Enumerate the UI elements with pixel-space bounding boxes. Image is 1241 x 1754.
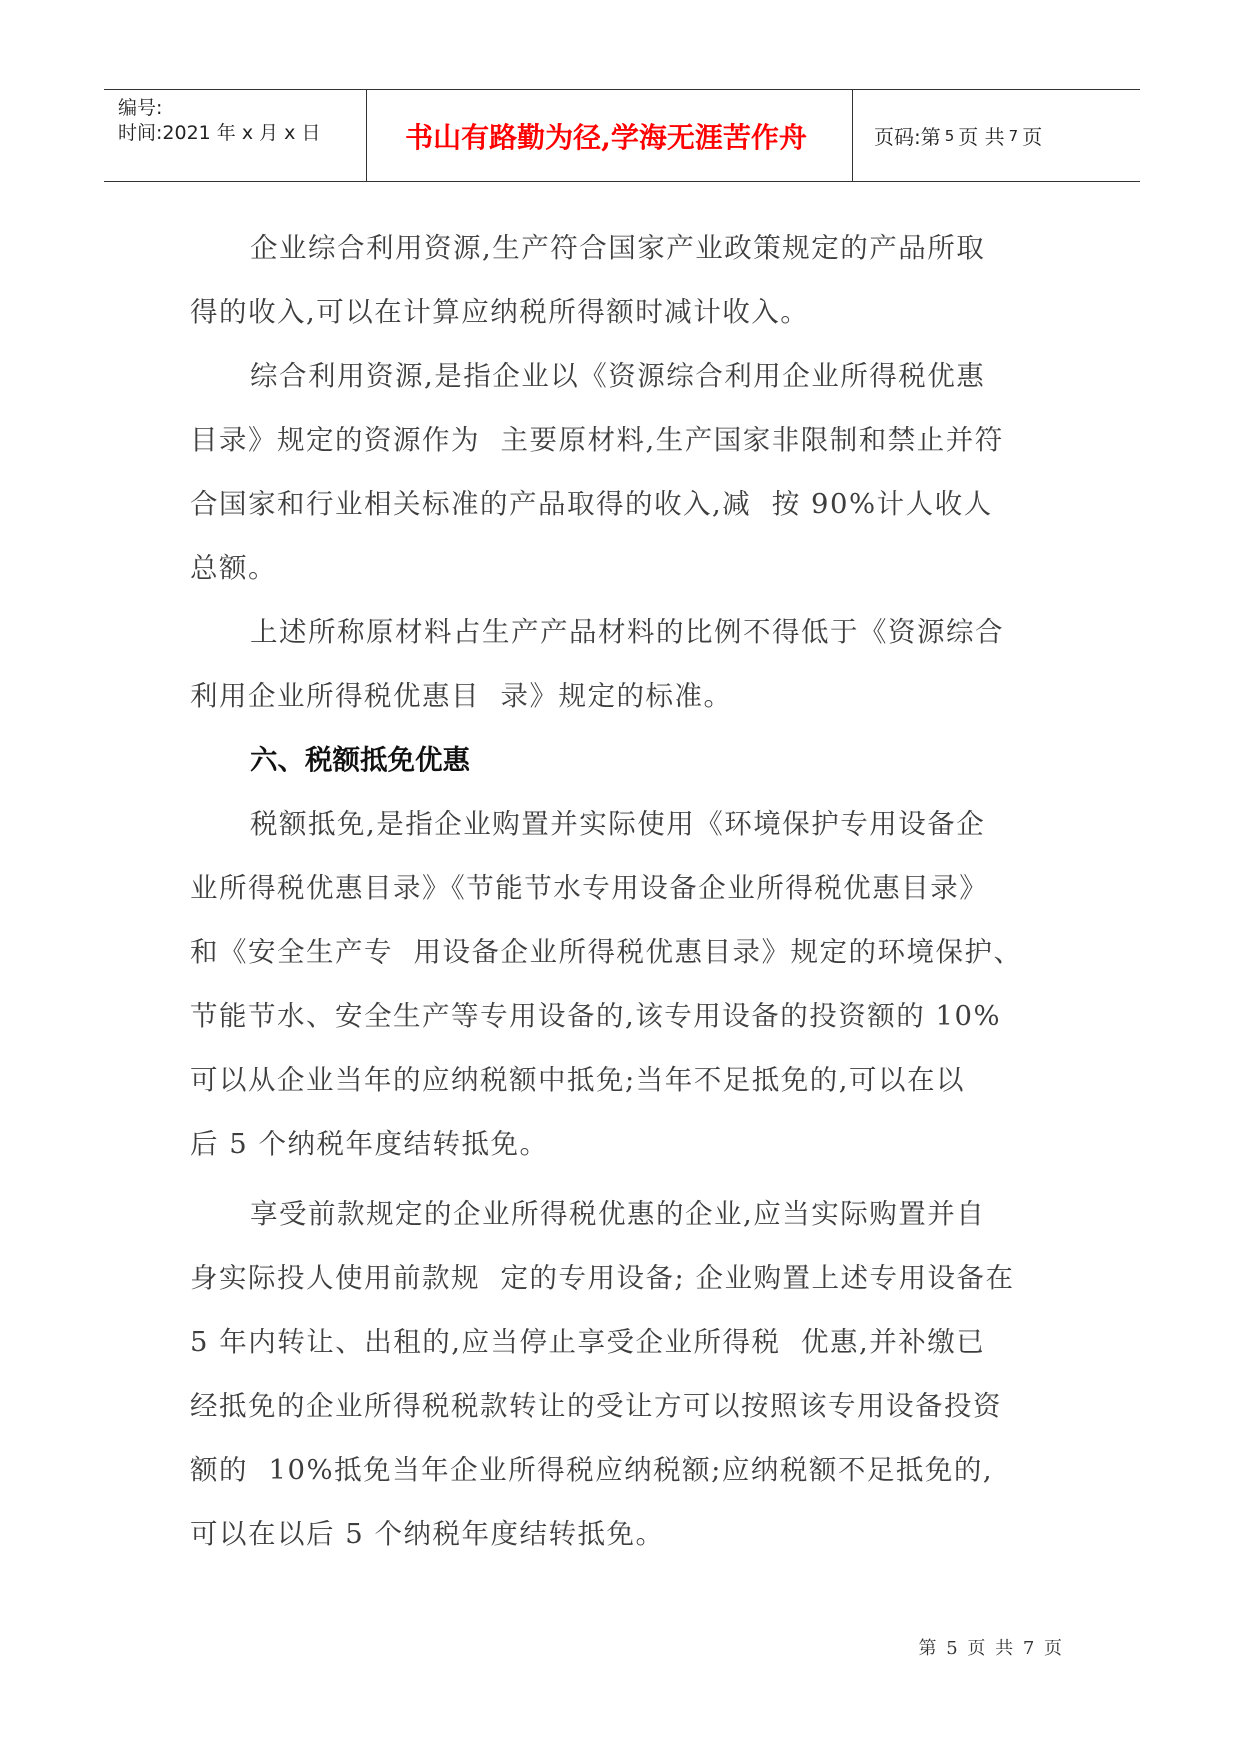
text-line: 得的收入,可以在计算应纳税所得额时减计收入。 — [190, 296, 810, 328]
text-line: 目录》规定的资源作为 主要原材料,生产国家非限制和禁止并符 — [190, 424, 1004, 456]
text-line: 业所得税优惠目录》《节能节水专用设备企业所得税优惠目录》 — [190, 872, 989, 904]
text-line: 经抵免的企业所得税税款转让的受让方可以按照该专用设备投资 — [190, 1390, 1002, 1422]
text-line: 总额。 — [190, 552, 277, 584]
paragraph — [190, 1182, 1090, 1566]
text-line: 利用企业所得税优惠目 录》规定的标准。 — [190, 680, 733, 712]
text-line: 节能节水、安全生产等专用设备的,该专用设备的投资额的 10% — [190, 1000, 1002, 1032]
text-line: 后 5 个纳税年度结转抵免。 — [190, 1128, 549, 1160]
paragraph — [190, 216, 1090, 344]
page-footer: 第 5 页 共 7 页 — [918, 1638, 1062, 1659]
header-meta — [118, 96, 320, 146]
text-line: 综合利用资源,是指企业以《资源综合利用企业所得税优惠 — [250, 360, 986, 392]
time-label: 时间:2021 年 x 月 x 日 — [118, 122, 321, 144]
paragraph — [190, 344, 1090, 600]
text-line: 可以在以后 5 个纳税年度结转抵免。 — [190, 1518, 665, 1550]
text-line: 可以从企业当年的应纳税额中抵免;当年不足抵免的,可以在以 — [190, 1064, 966, 1096]
text-line: 上述所称原材料占生产产品材料的比例不得低于《资源综合 — [250, 616, 1004, 648]
header-divider-right — [852, 90, 853, 181]
page-suffix: 页 — [1022, 125, 1043, 149]
text-line: 额的 10%抵免当年企业所得税应纳税额;应纳税额不足抵免的, — [190, 1454, 994, 1486]
text-line: 和《安全生产专 用设备企业所得税优惠目录》规定的环境保护、 — [190, 936, 1023, 968]
document-header — [104, 89, 1140, 182]
text-line: 企业综合利用资源,生产符合国家产业政策规定的产品所取 — [250, 232, 986, 264]
document-body — [190, 216, 1090, 1566]
text-line: 5 年内转让、出租的,应当停止享受企业所得税 优惠,并补缴已 — [190, 1326, 986, 1358]
page-mid: 页 共 — [958, 125, 1005, 149]
paragraph — [190, 792, 1090, 1176]
header-page-indicator — [874, 90, 1042, 181]
section-heading: 六、税额抵免优惠 — [250, 744, 470, 776]
text-line: 身实际投人使用前款规 定的专用设备; 企业购置上述专用设备在 — [190, 1262, 1015, 1294]
page-number: 5 — [944, 126, 955, 145]
page-prefix: 页码:第 — [874, 125, 941, 149]
page-total: 7 — [1008, 126, 1019, 145]
text-line: 享受前款规定的企业所得税优惠的企业,应当实际购置并自 — [250, 1198, 986, 1230]
header-motto: 书山有路勤为径,学海无涯苦作舟 — [405, 120, 807, 154]
header-divider-left — [366, 90, 367, 181]
number-label: 编号: — [118, 97, 163, 119]
paragraph — [190, 600, 1090, 728]
text-line: 税额抵免,是指企业购置并实际使用《环境保护专用设备企 — [250, 808, 986, 840]
text-line: 合国家和行业相关标准的产品取得的收入,减 按 90%计人收人 — [190, 488, 993, 520]
